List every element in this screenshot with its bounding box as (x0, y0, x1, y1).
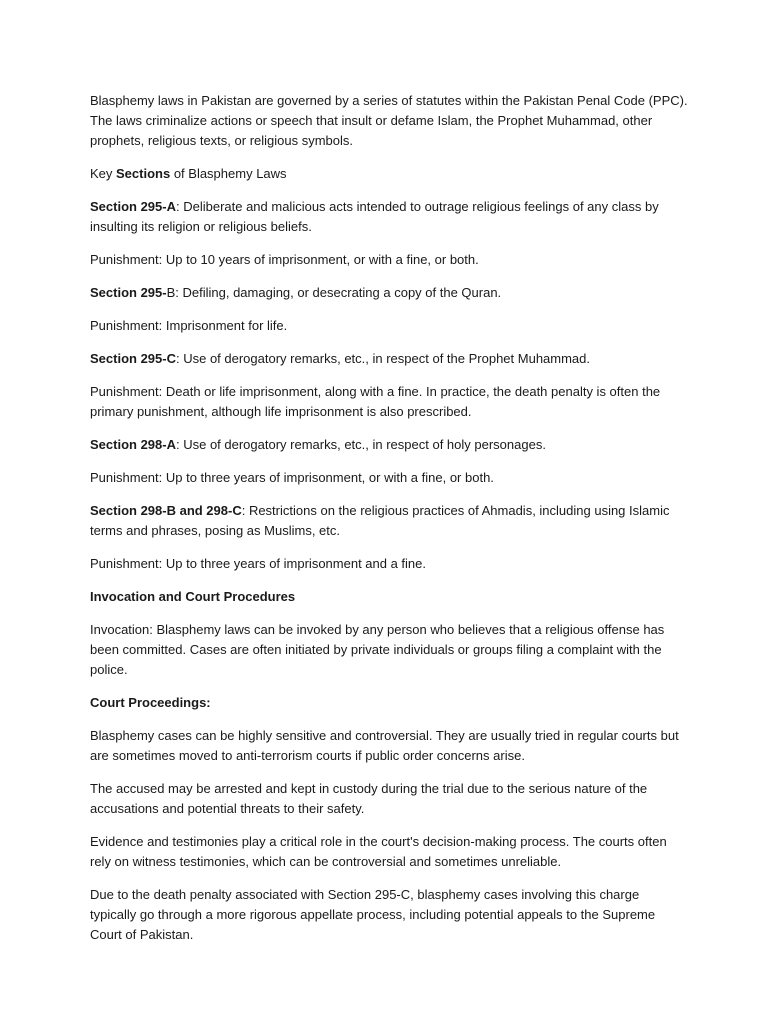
punishment-295c: Punishment: Death or life imprisonment, along with a fine. In practice, the death penalty is often the primary punishment, although life imprisonment is also prescribed. (90, 384, 661, 419)
court-proceedings-heading-text: Court Proceedings: (90, 695, 211, 710)
key-sections-bold: Sections (116, 166, 171, 181)
section-295a-title: Section 295-A (90, 199, 176, 214)
invocation-heading (90, 587, 688, 607)
section-298a-text: : Use of derogatory remarks, etc., in respect of holy personages. (175, 437, 546, 452)
section-295c-title: Section 295-C (90, 351, 176, 366)
section-295b-title: Section 295- (90, 285, 167, 300)
punishment-295a: Punishment: Up to 10 years of imprisonment, or with a fine, or both. (90, 252, 479, 267)
punishment-295b: Punishment: Imprisonment for life. (90, 318, 288, 333)
section-298bc-title: Section 298-B and 298-C (90, 503, 242, 518)
punishment-298a: Punishment: Up to three years of imprisonment, or with a fine, or both. (90, 470, 494, 485)
section-298bc (90, 501, 688, 541)
section-295c (90, 349, 688, 369)
punishment-298bc: Punishment: Up to three years of imprisonment and a fine. (90, 556, 427, 571)
court-paragraph-2: The accused may be arrested and kept in custody during the trial due to the serious nature of the accusations and potential threats to their safety. (90, 781, 648, 816)
section-295a-text: : Deliberate and malicious acts intended to outrage religious feelings of any class by insulting its religion or religious beliefs. (90, 199, 659, 234)
invocation-paragraph: Invocation: Blasphemy laws can be invoked by any person who believes that a religious offense has been committed. Cases are often initiated by private individuals or groups filing a complaint with the police. (90, 622, 665, 677)
section-298a (90, 435, 688, 455)
section-295b (90, 283, 688, 303)
key-sections-suffix: of Blasphemy Laws (170, 166, 287, 181)
court-paragraph-4: Due to the death penalty associated with Section 295-C, blasphemy cases involving this charge typically go through a more rigorous appellate process, including potential appeals to the Supreme Court of Pakistan. (90, 887, 656, 942)
court-paragraph-1: Blasphemy cases can be highly sensitive and controversial. They are usually tried in regular courts but are sometimes moved to anti-terrorism courts if public order concerns arise. (90, 728, 679, 763)
section-295c-text: : Use of derogatory remarks, etc., in respect of the Prophet Muhammad. (175, 351, 591, 366)
section-298a-title: Section 298-A (90, 437, 176, 452)
court-proceedings-heading (90, 693, 688, 713)
section-298bc-text: : Restrictions on the religious practices of Ahmadis, including using Islamic terms and phrases, posing as Muslims, etc. (90, 503, 670, 538)
key-sections-prefix: Key (90, 166, 117, 181)
intro-paragraph: Blasphemy laws in Pakistan are governed by a series of statutes within the Pakistan Penal Code (PPC). The laws criminalize actions or speech that insult or defame Islam, the Prophet Muhammad, other prophets, religious texts, or religious symbols. (90, 93, 688, 148)
key-sections-heading (90, 164, 688, 184)
invocation-heading-text: Invocation and Court Procedures (90, 589, 296, 604)
section-295b-text: B: Defiling, damaging, or desecrating a copy of the Quran. (166, 285, 502, 300)
section-295a (90, 197, 688, 237)
court-paragraph-3: Evidence and testimonies play a critical role in the court's decision-making process. The courts often rely on witness testimonies, which can be controversial and sometimes unreliable. (90, 834, 667, 869)
